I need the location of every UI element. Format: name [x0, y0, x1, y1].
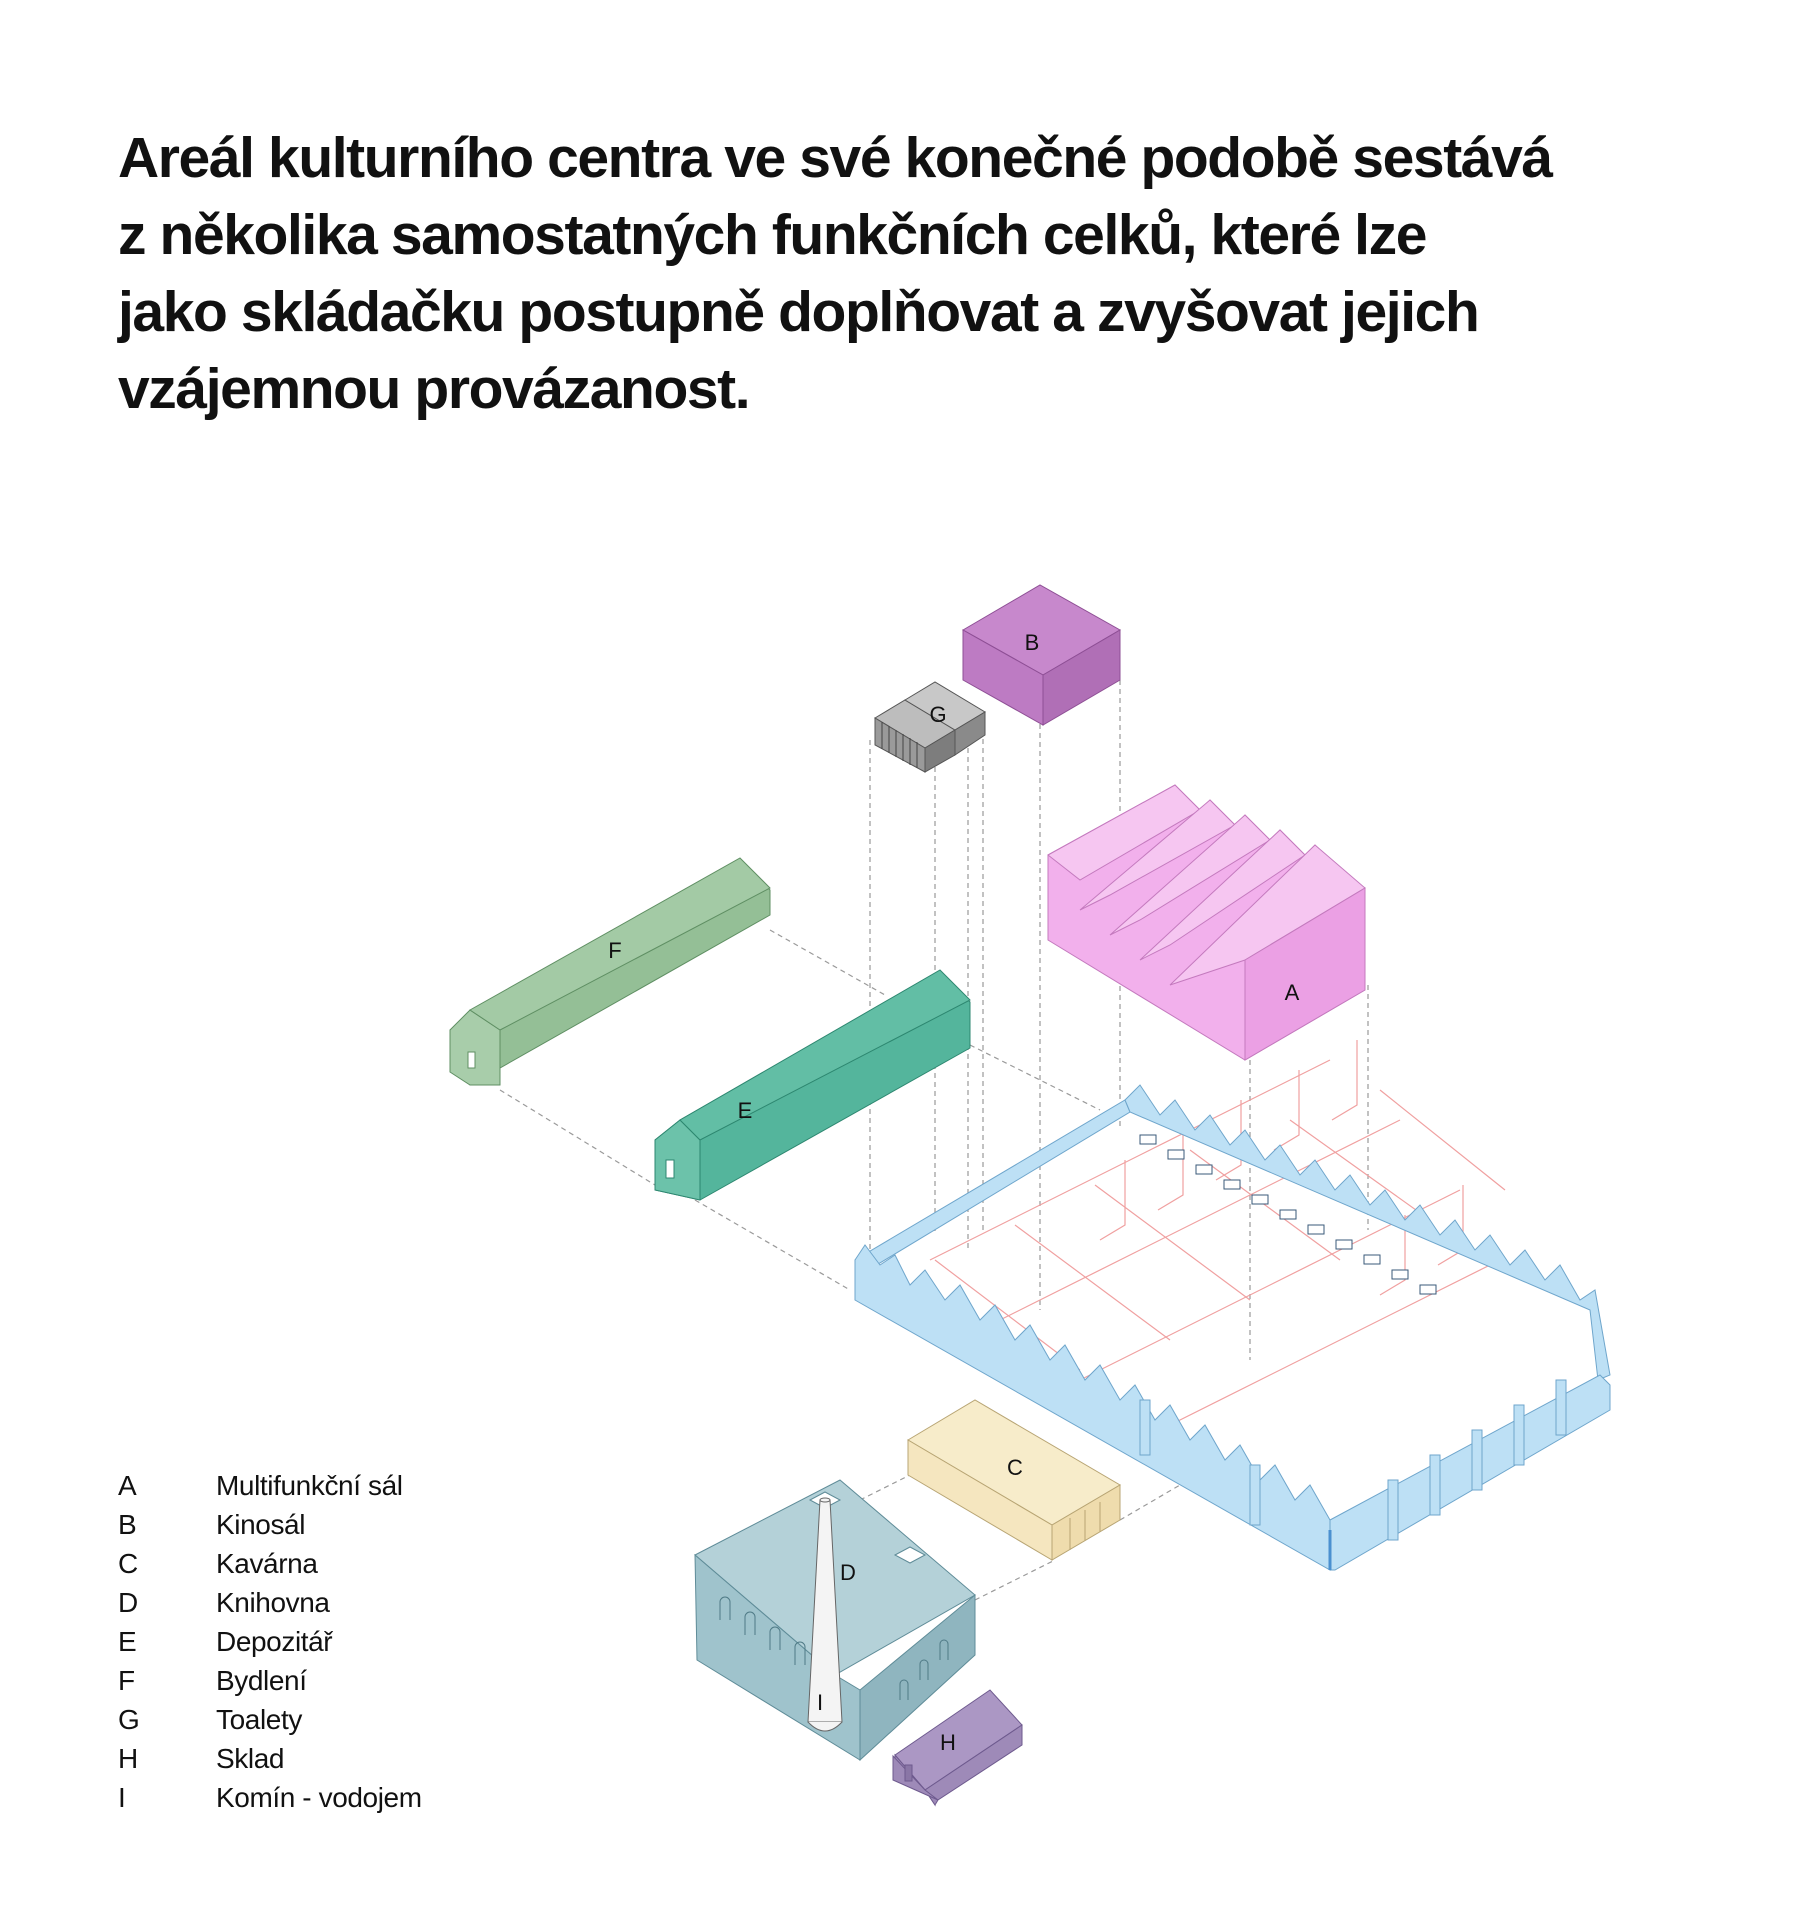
legend-label: Komín - vodojem — [216, 1782, 422, 1813]
legend-label: Sklad — [216, 1743, 285, 1774]
legend-label: Toalety — [216, 1704, 302, 1735]
legend-letter: E — [118, 1626, 137, 1657]
legend-letter: F — [118, 1665, 135, 1696]
legend-row-A — [118, 1466, 538, 1505]
label-F: F — [608, 938, 622, 963]
legend-row-F — [118, 1661, 538, 1700]
legend-row-E — [118, 1622, 538, 1661]
label-D: D — [840, 1560, 856, 1585]
label-E: E — [737, 1098, 753, 1123]
headline-line-3: jako skládačku postupně doplňovat a zvyšovat jejich — [118, 280, 1479, 344]
building-A — [1048, 785, 1365, 1060]
legend-label: Kavárna — [216, 1548, 318, 1579]
legend-letter: D — [118, 1587, 138, 1618]
legend-letter: C — [118, 1548, 138, 1579]
headline-line-4: vzájemnou provázanost. — [118, 357, 750, 421]
headline-line-2: z několika samostatných funkčních celků, které lze — [118, 203, 1427, 267]
legend-label: Bydlení — [216, 1665, 307, 1696]
legend-letter: I — [118, 1782, 126, 1813]
legend-row-G — [118, 1700, 538, 1739]
legend-label: Knihovna — [216, 1587, 330, 1618]
legend-row-C — [118, 1544, 538, 1583]
legend-letter: G — [118, 1704, 140, 1735]
legend-row-D — [118, 1583, 538, 1622]
legend-letter: A — [118, 1470, 137, 1501]
building-B — [963, 585, 1120, 725]
legend-row-I — [118, 1778, 538, 1817]
legend-row-H — [118, 1739, 538, 1778]
building-E — [655, 970, 970, 1200]
legend-label: Depozitář — [216, 1626, 333, 1657]
legend-letter: H — [118, 1743, 138, 1774]
legend-label: Multifunkční sál — [216, 1470, 403, 1501]
building-F — [450, 858, 770, 1085]
label-C: C — [1007, 1455, 1023, 1480]
label-A: A — [1284, 980, 1300, 1005]
legend — [118, 1466, 538, 1817]
legend-label: Kinosál — [216, 1509, 306, 1540]
legend-letter: B — [118, 1509, 137, 1540]
legend-row-B — [118, 1505, 538, 1544]
label-G: G — [929, 702, 947, 727]
label-I: I — [816, 1690, 824, 1715]
label-H: H — [940, 1730, 956, 1755]
label-B: B — [1024, 630, 1040, 655]
headline-line-1: Areál kulturního centra ve své konečné podobě sestává — [118, 126, 1552, 190]
